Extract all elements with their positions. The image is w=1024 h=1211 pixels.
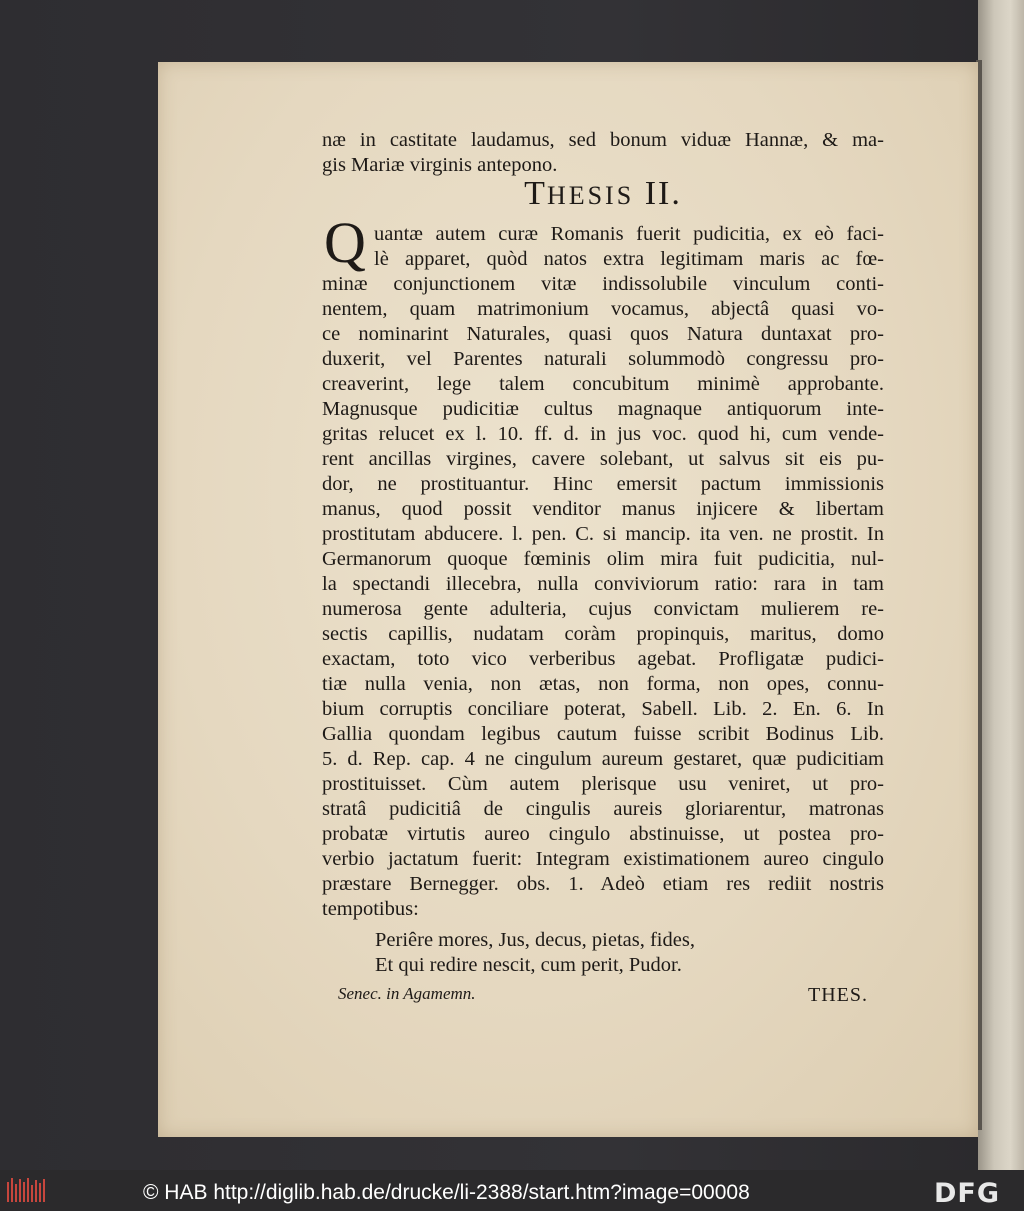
body-line: tiæ nulla venia, non ætas, non forma, non opes, connu- — [322, 673, 884, 695]
body-line: minæ conjunctionem vitæ indissolubile vinculum conti- — [322, 273, 884, 295]
verse-line-1: Periêre mores, Jus, decus, pietas, fides, — [375, 929, 695, 951]
body-line: prostitutam abducere. l. pen. C. si mancip. ita ven. ne prostit. In — [322, 523, 884, 545]
body-line: gritas relucet ex l. 10. ff. d. in jus voc. quod hi, cum vende- — [322, 423, 884, 445]
dfg-logo: DFG — [934, 1178, 1001, 1209]
body-line: præstare Bernegger. obs. 1. Adeò etiam res rediit nostris — [322, 873, 884, 895]
heading-rest: HESIS — [546, 181, 635, 210]
body-line: stratâ pudicitiâ de cingulis aureis gloriarentur, matronas — [322, 798, 884, 820]
body-line: bium corruptis conciliare poterat, Sabell. Lib. 2. En. 6. In — [322, 698, 884, 720]
body-line: la spectandi illecebra, nulla conviviorum ratio: rara in tam — [322, 573, 884, 595]
verse-block — [375, 928, 795, 978]
top-line-1: næ in castitate laudamus, sed bonum viduæ Hannæ, & ma- — [322, 129, 884, 151]
body-line: exactam, toto vico verberibus agebat. Profligatæ pudici- — [322, 648, 884, 670]
top-line-2: gis Mariæ virginis antepono. — [322, 154, 558, 176]
verse-line-2: Et qui redire nescit, cum perit, Pudor. — [375, 954, 682, 976]
body-line: nentem, quam matrimonium vocamus, abjectâ quasi vo- — [322, 298, 884, 320]
body-line: Magnusque pudicitiæ cultus magnaque antiquorum inte- — [322, 398, 884, 420]
body-line: tempotibus: — [322, 898, 419, 920]
body-line: sectis capillis, nudatam coràm propinquis, maritus, domo — [322, 623, 884, 645]
drop-cap: Q — [324, 210, 366, 275]
body-lines — [322, 272, 884, 922]
catchword: THES. — [808, 984, 868, 1006]
body-line: rent ancillas virgines, cavere solebant, ut salvus sit eis pu- — [322, 448, 884, 470]
body-line: numerosa gente adulteria, cujus convictam mulierem re- — [322, 598, 884, 620]
body-line: ce nominarint Naturales, quasi quos Natura duntaxat pro- — [322, 323, 884, 345]
copyright-url: © HAB http://diglib.hab.de/drucke/li-2388/start.htm?image=00008 — [143, 1181, 750, 1204]
body-line: Germanorum quoque fœminis olim mira fuit pudicitia, nul- — [322, 548, 884, 570]
top-lines — [322, 128, 884, 178]
body-line: manus, quod possit venditor manus injicere & libertam — [322, 498, 884, 520]
first-line-1: uantæ autem curæ Romanis fuerit pudicitia, ex eò faci- — [374, 223, 884, 245]
first-line-2: lè apparet, quòd natos extra legitimam maris ac fœ- — [374, 248, 884, 270]
body-line: 5. d. Rep. cap. 4 ne cingulum aureum gestaret, quæ pudicitiam — [322, 748, 884, 770]
body-line: dor, ne prostituantur. Hinc emersit pactum immissionis — [322, 473, 884, 495]
hab-barcode-logo-icon — [6, 1176, 46, 1206]
section-heading — [322, 174, 884, 216]
body-line: probatæ virtutis aureo cingulo abstinuisse, ut postea pro- — [322, 823, 884, 845]
adjacent-page-edge — [978, 0, 1024, 1170]
body-line: prostituisset. Cùm autem plerisque usu veniret, ut pro- — [322, 773, 884, 795]
body-line: Gallia quondam legibus cautum fuisse scribit Bodinus Lib. — [322, 723, 884, 745]
body-text — [322, 222, 884, 922]
body-line: verbio jactatum fuerit: Integram existimationem aureo cingulo — [322, 848, 884, 870]
verse-citation: Senec. in Agamemn. — [338, 984, 476, 1003]
heading-initial: T — [524, 175, 547, 212]
body-line: creaverint, lege talem concubitum minimè approbante. — [322, 373, 884, 395]
heading-numeral: II. — [644, 175, 682, 212]
body-line: duxerit, vel Parentes naturali solummodò congressu pro- — [322, 348, 884, 370]
